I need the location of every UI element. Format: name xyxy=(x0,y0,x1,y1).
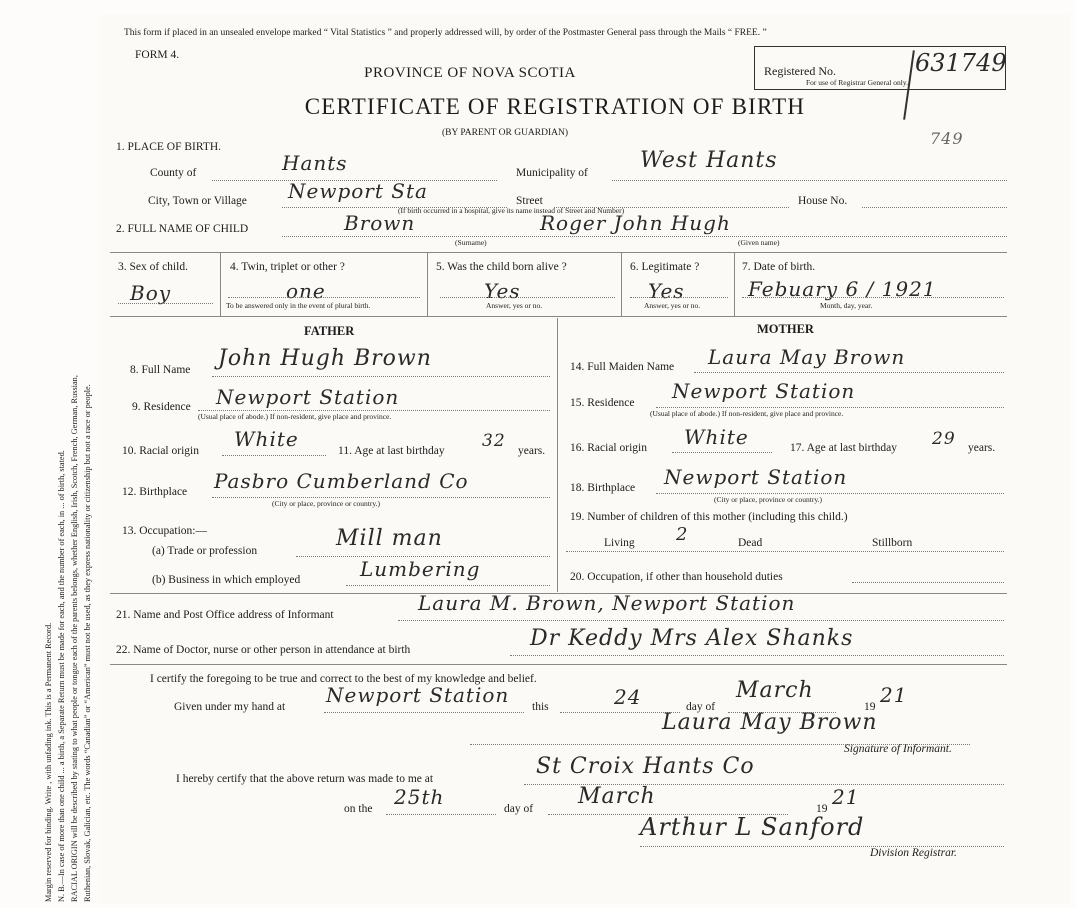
full-name-child-label: 2. FULL NAME OF CHILD xyxy=(116,223,249,235)
child-given-name-value: Roger John Hugh xyxy=(540,211,731,235)
father-residence-line xyxy=(198,410,550,411)
mother-residence-caption: (Usual place of abode.) If non-resident, give place and province. xyxy=(650,409,844,418)
certificate-title: CERTIFICATE OF REGISTRATION OF BIRTH xyxy=(304,94,806,119)
living-value: 2 xyxy=(676,524,689,545)
side-note-2: N. B.—In case of more than one child ... a birth, a Separate Return must be made for each, and the number of each, in ... of birth, stated. xyxy=(57,450,66,902)
side-note-4: Ruthenian, Slovak, Galician, etc. The words “Canadian” or “American” must not be used, as they express nationality or citizenship but not a race or people. xyxy=(83,384,92,902)
business-line xyxy=(346,585,550,586)
division-registrar-caption: Division Registrar. xyxy=(870,847,957,859)
twin-line xyxy=(228,297,420,298)
father-racial-value: White xyxy=(234,427,299,451)
surname-caption: (Surname) xyxy=(455,238,487,247)
city-label: City, Town or Village xyxy=(148,195,247,207)
mother-years-label: years. xyxy=(968,442,996,454)
father-age-label: 11. Age at last birthday xyxy=(338,445,445,457)
father-residence-label: 9. Residence xyxy=(132,401,191,413)
registrar-certify-statement: I hereby certify that the above return was made to me at xyxy=(176,773,434,785)
municipality-line xyxy=(612,180,1007,181)
mother-residence-value: Newport Station xyxy=(672,379,856,403)
children-count-label: 19. Number of children of this mother (including this child.) xyxy=(570,511,848,523)
date-of-birth-label: 7. Date of birth. xyxy=(742,261,816,273)
child-surname-value: Brown xyxy=(344,211,416,235)
side-note-1: Margin reserved for binding. Write , with unfading ink. This is a Permanent Record. xyxy=(44,622,53,902)
col-divider-2 xyxy=(427,252,428,316)
father-name-line xyxy=(212,376,550,377)
informant-line xyxy=(398,620,1004,621)
living-label: Living xyxy=(604,537,635,549)
registrar-month-value: March xyxy=(578,784,656,809)
father-birthplace-value: Pasbro Cumberland Co xyxy=(214,469,469,493)
trade-label: (a) Trade or profession xyxy=(152,545,258,557)
twin-value: one xyxy=(286,279,326,303)
mother-racial-line xyxy=(672,452,772,453)
mother-birthplace-caption: (City or place, province or country.) xyxy=(714,495,823,504)
sex-label: 3. Sex of child. xyxy=(118,261,188,273)
informant-label: 21. Name and Post Office address of Informant xyxy=(116,609,334,621)
father-heading: FATHER xyxy=(304,324,355,338)
father-birthplace-caption: (City or place, province or country.) xyxy=(272,499,381,508)
top-notice: This form if placed in an unsealed envelope marked “ Vital Statistics ” and properly addressed will, by order of the Postmaster General pass through the Mails “ FREE. ” xyxy=(124,28,767,38)
hospital-note: (If birth occurred in a hospital, give its name instead of Street and Number) xyxy=(398,206,625,215)
municipality-value: West Hants xyxy=(640,148,778,173)
informant-value: Laura M. Brown, Newport Station xyxy=(418,591,796,615)
form-number: FORM 4. xyxy=(135,49,180,61)
this-label: this xyxy=(532,701,549,713)
registered-number: 631749 xyxy=(915,49,1007,77)
row-divider-top xyxy=(110,252,1007,253)
father-racial-line xyxy=(222,455,326,456)
col-divider-1 xyxy=(220,252,221,316)
father-residence-caption: (Usual place of abode.) If non-resident, give place and province. xyxy=(198,412,392,421)
side-note-3: RACIAL ORIGIN will be described by stating to what people or tongue each of the parents belongs, whether English, Irish, Scotch, French, German, Russian, xyxy=(70,375,79,902)
year-suffix-value: 21 xyxy=(880,683,908,707)
date-of-birth-caption: Month, day, year. xyxy=(820,301,873,310)
street-label: Street xyxy=(516,195,543,207)
legitimate-label: 6. Legitimate ? xyxy=(630,261,700,273)
doctor-label: 22. Name of Doctor, nurse or other person in attendance at birth xyxy=(116,644,411,656)
margin-corner-number: 749 xyxy=(930,129,964,148)
doctor-value: Dr Keddy Mrs Alex Shanks xyxy=(530,626,854,651)
sex-line xyxy=(118,303,213,304)
mother-racial-label: 16. Racial origin xyxy=(570,442,647,454)
registrar-year-prefix-label: 19 xyxy=(816,803,828,815)
given-name-caption: (Given name) xyxy=(738,238,780,247)
county-value: Hants xyxy=(282,151,348,175)
day-value: 24 xyxy=(614,685,642,709)
trade-value: Mill man xyxy=(336,526,443,551)
house-no-label: House No. xyxy=(798,195,848,207)
mother-full-maiden-value: Laura May Brown xyxy=(708,345,906,369)
signature-informant-caption: Signature of Informant. xyxy=(844,743,952,755)
born-alive-caption: Answer, yes or no. xyxy=(486,301,543,310)
on-the-label: on the xyxy=(344,803,373,815)
county-label: County of xyxy=(150,167,197,179)
parent-column-divider xyxy=(557,318,558,592)
registered-sublabel: For use of Registrar General only. xyxy=(806,78,908,87)
day-of-label: day of xyxy=(686,701,716,713)
given-under-label: Given under my hand at xyxy=(174,701,286,713)
year-prefix-label: 19 xyxy=(864,701,876,713)
children-line xyxy=(566,551,1004,552)
col-divider-3 xyxy=(621,252,622,316)
business-value: Lumbering xyxy=(360,557,481,581)
certify-statement: I certify the foregoing to be true and correct to the best of my knowledge and belief. xyxy=(150,673,537,685)
mother-occupation-line xyxy=(852,582,1004,583)
informant-signature-value: Laura May Brown xyxy=(662,710,878,735)
born-alive-label: 5. Was the child born alive ? xyxy=(436,261,567,273)
legitimate-line xyxy=(630,297,728,298)
father-age-value: 32 xyxy=(482,431,506,451)
sex-value: Boy xyxy=(130,281,172,305)
mother-birthplace-value: Newport Station xyxy=(664,465,848,489)
municipality-label: Municipality of xyxy=(516,167,588,179)
date-of-birth-value: Febuary 6 / 1921 xyxy=(748,277,937,301)
father-residence-value: Newport Station xyxy=(216,385,400,409)
father-full-name-value: John Hugh Brown xyxy=(218,346,432,371)
doctor-line xyxy=(510,655,1004,656)
legitimate-value: Yes xyxy=(648,279,685,303)
father-racial-label: 10. Racial origin xyxy=(122,445,199,457)
house-no-line xyxy=(862,207,1007,208)
father-birthplace-line xyxy=(212,497,550,498)
given-at-value: Newport Station xyxy=(326,683,510,707)
mother-birthplace-label: 18. Birthplace xyxy=(570,482,636,494)
mother-name-line xyxy=(694,372,1004,373)
twin-label: 4. Twin, triplet or other ? xyxy=(230,261,345,273)
mother-racial-value: White xyxy=(684,425,749,449)
mother-occupation-label: 20. Occupation, if other than household duties xyxy=(570,571,783,583)
row-divider-bottom xyxy=(110,316,1007,317)
registrar-signature-value: Arthur L Sanford xyxy=(640,813,865,841)
doctor-bottom-rule xyxy=(110,664,1007,665)
business-label: (b) Business in which employed xyxy=(152,574,301,586)
mother-age-value: 29 xyxy=(932,429,956,449)
registrar-day-line xyxy=(386,814,496,815)
month-value: March xyxy=(736,678,814,703)
place-of-birth-label: 1. PLACE OF BIRTH. xyxy=(116,141,222,153)
registrar-day-value: 25th xyxy=(394,785,445,809)
occupation-label: 13. Occupation:— xyxy=(122,525,207,537)
mother-age-label: 17. Age at last birthday xyxy=(790,442,897,454)
twin-note: To be answered only in the event of plural birth. xyxy=(226,301,371,310)
col-divider-4 xyxy=(734,252,735,316)
registered-label: Registered No. xyxy=(764,64,836,78)
certificate-subtitle: (BY PARENT OR GUARDIAN) xyxy=(441,128,569,138)
given-at-line xyxy=(324,712,524,713)
mother-full-maiden-label: 14. Full Maiden Name xyxy=(570,361,675,373)
registrar-place-value: St Croix Hants Co xyxy=(536,754,755,779)
father-full-name-label: 8. Full Name xyxy=(130,364,191,376)
province-heading: PROVINCE OF NOVA SCOTIA xyxy=(364,65,576,81)
father-years-label: years. xyxy=(518,445,546,457)
stillborn-label: Stillborn xyxy=(872,537,913,549)
legitimate-caption: Answer, yes or no. xyxy=(644,301,701,310)
city-value: Newport Sta xyxy=(288,179,428,203)
mother-birthplace-line xyxy=(656,493,1004,494)
child-name-line xyxy=(282,236,1007,237)
mother-residence-line xyxy=(656,407,1004,408)
date-of-birth-line xyxy=(742,297,1004,298)
born-alive-line xyxy=(440,297,615,298)
registrar-day-of-label: day of xyxy=(504,803,534,815)
mother-heading: MOTHER xyxy=(757,322,814,336)
born-alive-value: Yes xyxy=(484,279,521,303)
dead-label: Dead xyxy=(738,537,763,549)
father-birthplace-label: 12. Birthplace xyxy=(122,486,188,498)
mother-residence-label: 15. Residence xyxy=(570,397,635,409)
registrar-year-suffix-value: 21 xyxy=(832,785,860,809)
